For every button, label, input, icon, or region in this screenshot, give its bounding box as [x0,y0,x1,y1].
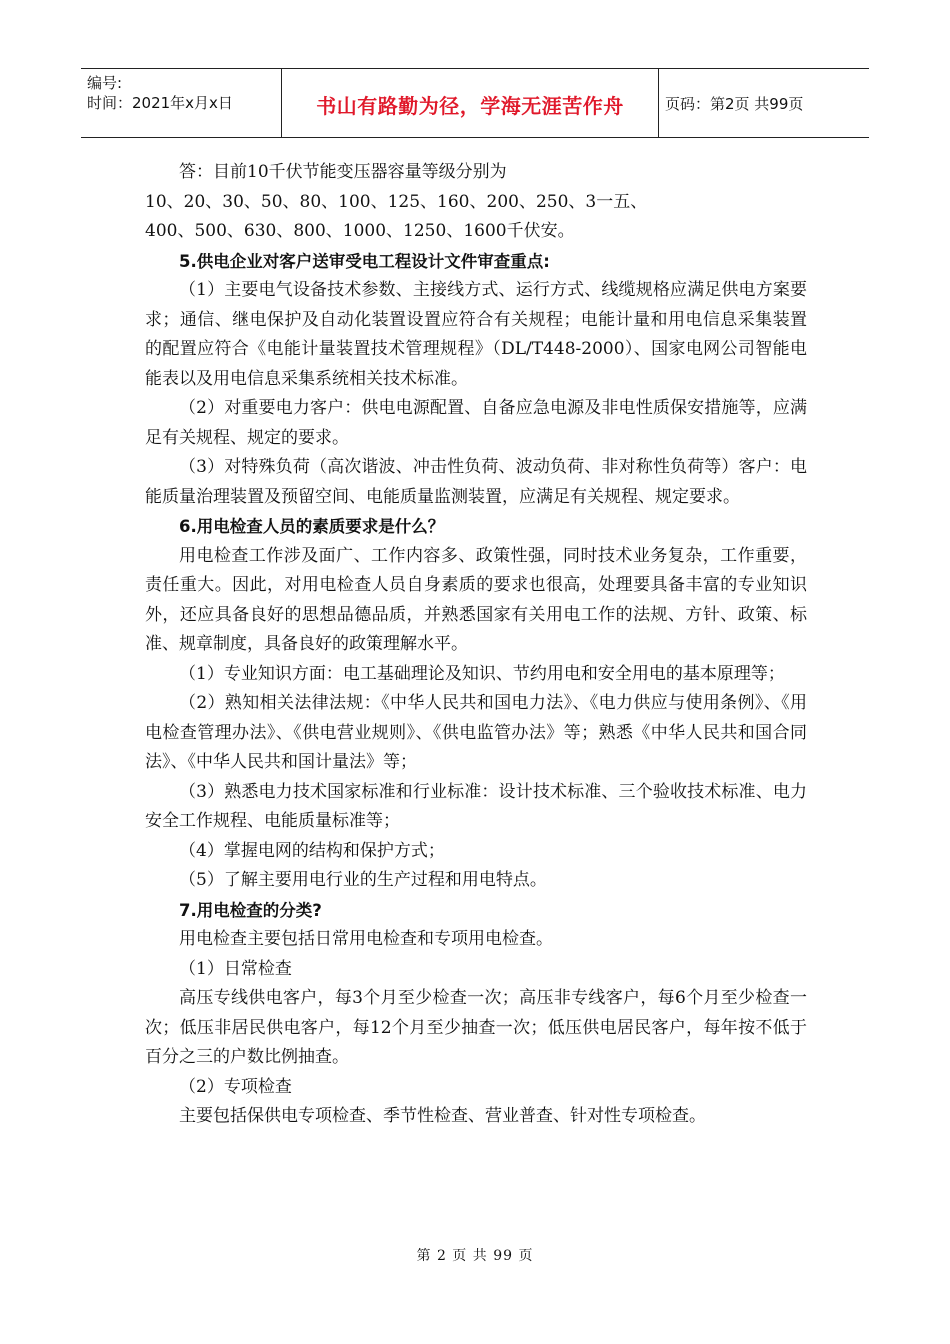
page-header [81,68,869,138]
paragraph-capacity-list-2: 400、500、630、800、1000、1250、1600千伏安。 [145,221,575,241]
q7-item-2-text: 主要包括保供电专项检查、季节性检查、营业普查、针对性专项检查。 [179,1106,706,1126]
page-footer: 第 2 页 共 99 页 [416,1248,534,1264]
header-page-info: 页码：第2页 共99页 [665,95,804,113]
header-motto-cell [281,69,659,137]
question-7-heading: 7.用电检查的分类? [179,900,322,920]
serial-number-label: 编号: [87,74,123,92]
question-5-heading: 5.供电企业对客户送审受电工程设计文件审查重点: [179,251,550,271]
q7-intro: 用电检查主要包括日常用电检查和专项用电检查。 [179,929,553,949]
question-6-heading: 6.用电检查人员的素质要求是什么？ [179,517,445,536]
document-body [145,158,807,1132]
q6-item-1: （1）专业知识方面：电工基础理论及知识、节约用电和安全用电的基本原理等； [179,663,785,684]
q5-item-3: （3）对特殊负荷（高次谐波、冲击性负荷、波动负荷、非对称性负荷等）客户：电能质量治理装置及预留空间、电能质量监测装置，应满足有关规程、规定要求。 [145,457,807,507]
q6-item-4: （4）掌握电网的结构和保护方式； [179,840,445,861]
q6-item-2: （2）熟知相关法律法规：《中华人民共和国电力法》、《电力供应与使用条例》、《用电检查管理办法》、《供电营业规则》、《供电监管办法》等；熟悉《中华人民共和国合同法》、《中华人民共和国计量法》等； [145,693,807,772]
q7-item-1-title: （1）日常检查 [179,958,292,979]
paragraph-answer: 答：目前10千伏节能变压器容量等级分别为 [179,162,507,182]
q5-item-2: （2）对重要电力客户：供电电源配置、自备应急电源及非电性质保安措施等，应满足有关规程、规定的要求。 [145,398,807,448]
q7-item-2-title: （2）专项检查 [179,1076,292,1097]
paragraph-capacity-list-1: 10、20、30、50、80、100、125、160、200、250、3一五、 [145,191,648,212]
header-meta [81,69,281,137]
q6-item-3: （3）熟悉电力技术国家标准和行业标准：设计技术标准、三个验收技术标准、电力安全工作规程、电能质量标准等； [145,781,807,831]
date-label: 时间：2021年x月x日 [87,94,233,112]
q6-intro: 用电检查工作涉及面广、工作内容多、政策性强，同时技术业务复杂，工作重要，责任重大。因此，对用电检查人员自身素质的要求也很高，处理要具备丰富的专业知识外，还应具备良好的思想品德品质，并熟悉国家有关用电工作的法规、方针、政策、标准、规章制度，具备良好的政策理解水平。 [145,545,807,654]
motto-text: 书山有路勤为径，学海无涯苦作舟 [316,94,624,118]
q7-item-1-text: 高压专线供电客户，每3个月至少检查一次；高压非专线客户，每6个月至少检查一次；低压非居民供电客户，每12个月至少抽查一次；低压供电居民客户，每年按不低于百分之三的户数比例抽查。 [145,988,807,1067]
q6-item-5: （5）了解主要用电行业的生产过程和用电特点。 [179,870,547,890]
q5-item-1: （1）主要电气设备技术参数、主接线方式、运行方式、线缆规格应满足供电方案要求；通信、继电保护及自动化装置设置应符合有关规程；电能计量和用电信息采集装置的配置应符合《电能计量装置技术管理规程》（DL/T448-2000）、国家电网公司智能电能表以及用电信息采集系统相关技术标准。 [145,280,807,389]
